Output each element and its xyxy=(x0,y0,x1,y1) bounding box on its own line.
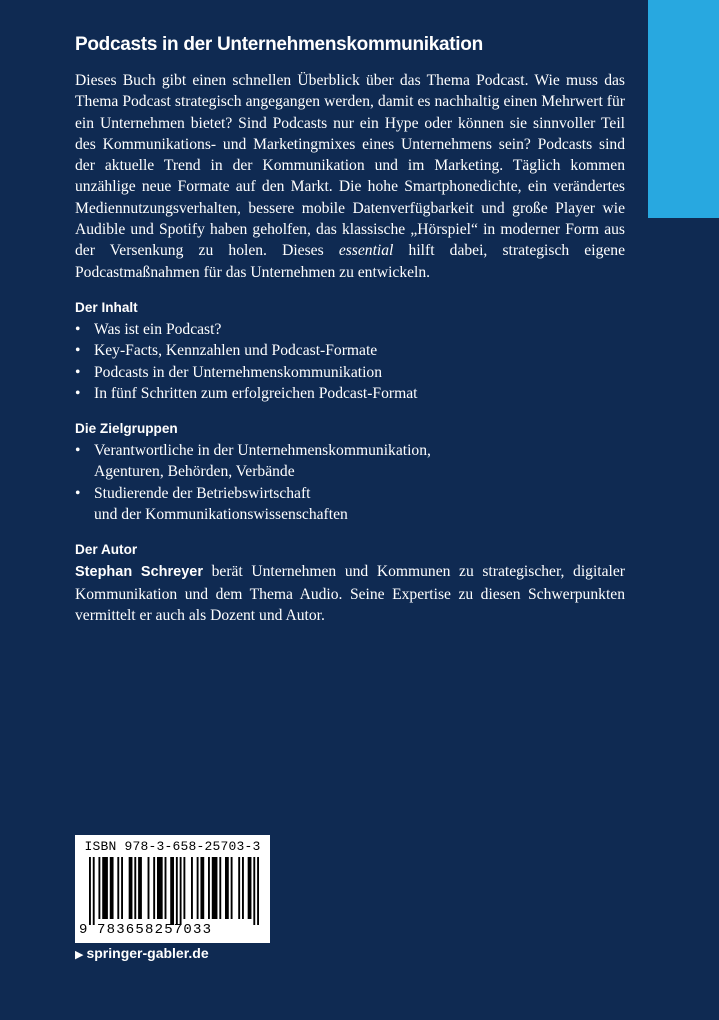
barcode-bar xyxy=(191,857,193,919)
barcode-bar xyxy=(110,857,114,919)
inhalt-list xyxy=(75,319,625,404)
author-name: Stephan Schreyer xyxy=(75,564,203,581)
section-inhalt xyxy=(75,300,625,404)
author-bio-text: berät Unternehmen und Kommunen zu strategischer, digitaler Kommunikation und dem Thema Audio. Seine Expertise zu diesen Schwerpunkten vermittelt er auch als Dozent und Autor. xyxy=(75,563,625,624)
section-heading-inhalt: Der Inhalt xyxy=(75,299,138,315)
intro-text-part1: Dieses Buch gibt einen schnellen Überblick über das Thema Podcast. Wie muss das Thema Podcast strategisch angegangen werden, damit es nachhaltig einen Mehrwert für ein Unternehmen bietet? Sind Podcasts nur ein Hype oder können sie sinnvoller Teil des Kommunikations- und Marketingmixes eines Unternehmens sein? Podcasts sind der aktuelle Trend in der Kommunikation und im Marketing. Täglich kommen unzählige neue Formate auf den Markt. Die hohe Smartphonedichte, ein verändertes Mediennutzungsverhalten, bessere mobile Datenverfügbarkeit und große Player wie Audible und Spotify haben geholfen, das klassische „Hörspiel“ in moderner Form aus der Versenkung zu holen. Dieses xyxy=(75,72,625,260)
list-item: • In fünf Schritten zum erfolgreichen Podcast-Format xyxy=(75,383,625,404)
list-item: • Podcasts in der Unternehmenskommunikation xyxy=(75,362,625,383)
barcode-bar xyxy=(93,857,95,925)
back-cover-content xyxy=(75,34,625,626)
publisher-link[interactable] xyxy=(75,945,209,961)
barcode-bar xyxy=(170,857,174,925)
intro-text-part2: hilft dabei, strategisch eigene Podcastmaßnahmen für das Unternehmen zu entwickeln. xyxy=(75,242,625,281)
intro-emphasis: essential xyxy=(338,242,394,260)
barcode-bar xyxy=(219,857,221,919)
accent-bar xyxy=(648,0,719,218)
barcode-bar xyxy=(102,857,108,919)
barcode-bar xyxy=(238,857,240,919)
list-item: • Key-Facts, Kennzahlen und Podcast-Formate xyxy=(75,340,625,361)
barcode-bar xyxy=(176,857,178,925)
barcode-bar xyxy=(165,857,167,919)
list-item xyxy=(75,483,625,526)
barcode-bar xyxy=(225,857,229,919)
barcode-bar xyxy=(183,857,185,919)
barcode-bar xyxy=(231,857,233,919)
barcode-bar xyxy=(197,857,199,919)
barcode-bar xyxy=(180,857,182,925)
barcode-bar xyxy=(134,857,136,919)
barcode-bar xyxy=(157,857,163,919)
list-item-line: Verantwortliche in der Unternehmenskommunikation, xyxy=(94,442,431,460)
zielgruppen-list xyxy=(75,440,625,525)
triangle-right-icon: ▶ xyxy=(75,949,84,961)
barcode-bar xyxy=(148,857,150,919)
barcode-bar xyxy=(117,857,119,919)
barcode-bar xyxy=(138,857,142,919)
list-item-line: und der Kommunikationswissenschaften xyxy=(94,506,348,524)
barcode-digits: 783658257033 xyxy=(97,922,213,938)
book-title: Podcasts in der Unternehmenskommunikation xyxy=(75,34,483,55)
barcode-bars xyxy=(89,857,259,925)
barcode-bar xyxy=(212,857,218,919)
barcode-bar xyxy=(257,857,259,925)
barcode-bar xyxy=(200,857,204,919)
isbn-barcode xyxy=(75,835,270,943)
barcode-bar xyxy=(153,857,155,919)
list-item xyxy=(75,440,625,483)
list-item-line: Agenturen, Behörden, Verbände xyxy=(94,463,295,481)
barcode-bar xyxy=(253,857,255,925)
intro-paragraph xyxy=(75,70,625,283)
section-heading-autor: Der Autor xyxy=(75,542,138,558)
barcode-bar xyxy=(89,857,91,925)
isbn-label: ISBN 978-3-658-25703-3 xyxy=(84,839,261,854)
list-item-line: Studierende der Betriebswirtschaft xyxy=(94,484,311,502)
barcode-bar xyxy=(248,857,252,919)
list-item: • Was ist ein Podcast? xyxy=(75,319,625,340)
barcode-bar xyxy=(242,857,244,919)
section-zielgruppen xyxy=(75,421,625,525)
barcode-first-digit: 9 xyxy=(79,922,89,938)
barcode-bar xyxy=(129,857,133,919)
publisher-url: springer-gabler.de xyxy=(86,945,209,961)
barcode-bar xyxy=(208,857,210,919)
barcode-bar xyxy=(121,857,123,919)
section-heading-zielgruppen: Die Zielgruppen xyxy=(75,421,178,437)
author-bio xyxy=(75,561,625,626)
barcode-bar xyxy=(98,857,100,919)
section-autor xyxy=(75,542,625,626)
